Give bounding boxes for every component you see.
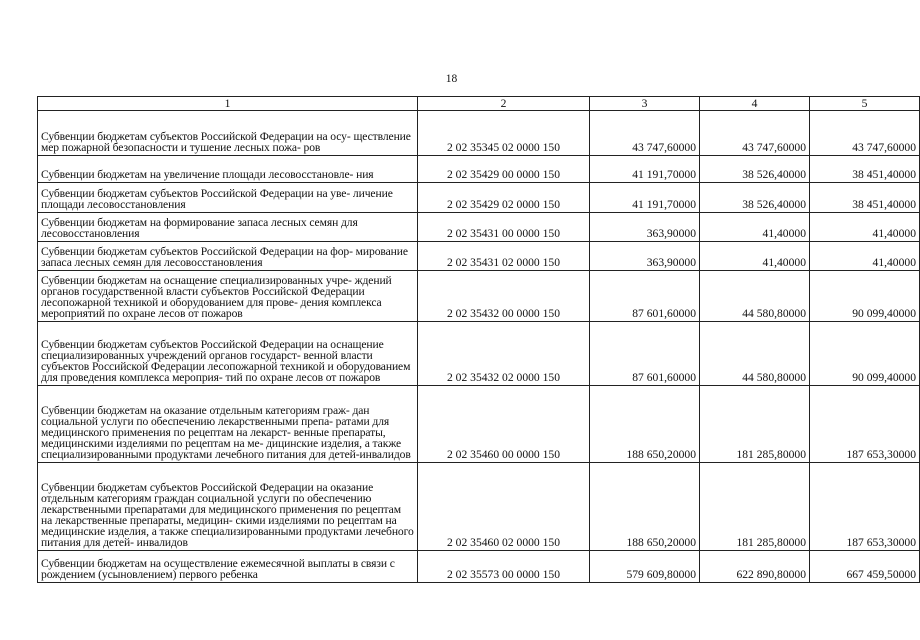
- row-name: Субвенции бюджетам на увеличение площади лесовосстановле- ния: [38, 156, 418, 183]
- column-header-3: 3: [590, 97, 700, 111]
- row-value-4: 38 526,40000: [700, 183, 810, 213]
- table-row: [38, 386, 920, 463]
- row-value-4: 38 526,40000: [700, 156, 810, 183]
- row-name: Субвенции бюджетам на оснащение специализированных учре- ждений органов государственной власти субъектов Российской Федерации лесопожарной техникой и оборудованием для прове- дения комплекса мероприятий по охране лесов от пожаров: [38, 271, 418, 322]
- table-row: [38, 551, 920, 583]
- row-value-4: 44 580,80000: [700, 271, 810, 322]
- column-header-4: 4: [700, 97, 810, 111]
- table-row: [38, 463, 920, 551]
- row-code: 2 02 35460 02 0000 150: [418, 463, 590, 551]
- row-value-3: 41 191,70000: [590, 156, 700, 183]
- table-row: [38, 111, 920, 156]
- column-header-2: 2: [418, 97, 590, 111]
- row-value-5: 187 653,30000: [810, 463, 920, 551]
- row-value-4: 622 890,80000: [700, 551, 810, 583]
- row-value-5: 667 459,50000: [810, 551, 920, 583]
- row-value-5: 43 747,60000: [810, 111, 920, 156]
- row-value-3: 363,90000: [590, 242, 700, 271]
- table-row: [38, 156, 920, 183]
- row-name: Субвенции бюджетам на формирование запаса лесных семян для лесовосстановления: [38, 213, 418, 242]
- row-value-3: 363,90000: [590, 213, 700, 242]
- row-name: Субвенции бюджетам субъектов Российской Федерации на уве- личение площади лесовосстановления: [38, 183, 418, 213]
- table-row: [38, 322, 920, 386]
- row-code: 2 02 35431 00 0000 150: [418, 213, 590, 242]
- row-name: Субвенции бюджетам субъектов Российской Федерации на оказание отдельным категориям граждан социальной услуги по обеспечению лекарственными препаратами для медицинского применения по рецептам на лекарственные препараты, медицин- скими изделиями по рецептам на медицинские изделия, а также специализированными продуктами лечебного питания для детей- инвалидов: [38, 463, 418, 551]
- row-value-3: 41 191,70000: [590, 183, 700, 213]
- row-value-3: 43 747,60000: [590, 111, 700, 156]
- row-value-3: 579 609,80000: [590, 551, 700, 583]
- header-row: [38, 97, 920, 111]
- row-value-3: 188 650,20000: [590, 463, 700, 551]
- row-code: 2 02 35432 02 0000 150: [418, 322, 590, 386]
- row-name: Субвенции бюджетам на осуществление ежемесячной выплаты в связи с рождением (усыновлением) первого ребенка: [38, 551, 418, 583]
- row-code: 2 02 35429 02 0000 150: [418, 183, 590, 213]
- budget-table: [37, 96, 920, 583]
- row-value-5: 41,40000: [810, 242, 920, 271]
- row-value-5: 187 653,30000: [810, 386, 920, 463]
- row-code: 2 02 35345 02 0000 150: [418, 111, 590, 156]
- row-code: 2 02 35432 00 0000 150: [418, 271, 590, 322]
- row-value-5: 90 099,40000: [810, 322, 920, 386]
- row-value-4: 41,40000: [700, 242, 810, 271]
- row-value-4: 181 285,80000: [700, 463, 810, 551]
- row-code: 2 02 35460 00 0000 150: [418, 386, 590, 463]
- row-value-4: 44 580,80000: [700, 322, 810, 386]
- row-value-4: 41,40000: [700, 213, 810, 242]
- table-row: [38, 213, 920, 242]
- row-value-3: 87 601,60000: [590, 322, 700, 386]
- column-header-5: 5: [810, 97, 920, 111]
- row-value-5: 38 451,40000: [810, 156, 920, 183]
- row-value-3: 188 650,20000: [590, 386, 700, 463]
- row-name: Субвенции бюджетам на оказание отдельным категориям граж- дан социальной услуги по обеспечению лекарственными препа- ратами для медицинского применения по рецептам на лекарст- венные препараты, медицинскими изделиями по рецептам на ме- дицинские изделия, а также специализированными продуктами лечебного питания для детей-инвалидов: [38, 386, 418, 463]
- table-row: [38, 271, 920, 322]
- column-header-1: 1: [38, 97, 418, 111]
- row-name: Субвенции бюджетам субъектов Российской Федерации на фор- мирование запаса лесных семян для лесовосстановления: [38, 242, 418, 271]
- row-value-3: 87 601,60000: [590, 271, 700, 322]
- row-value-5: 90 099,40000: [810, 271, 920, 322]
- row-value-5: 41,40000: [810, 213, 920, 242]
- table-row: [38, 183, 920, 213]
- row-code: 2 02 35573 00 0000 150: [418, 551, 590, 583]
- row-code: 2 02 35431 02 0000 150: [418, 242, 590, 271]
- row-code: 2 02 35429 00 0000 150: [418, 156, 590, 183]
- row-name: Субвенции бюджетам субъектов Российской Федерации на осу- ществление мер пожарной безопасности и тушение лесных пожа- ров: [38, 111, 418, 156]
- page-number: 18: [445, 73, 458, 85]
- row-value-4: 181 285,80000: [700, 386, 810, 463]
- row-name: Субвенции бюджетам субъектов Российской Федерации на оснащение специализированных учреждений органов государст- венной власти субъектов Российской Федерации лесопожарной техникой и оборудованием для проведения комплекса мероприя- тий по охране лесов от пожаров: [38, 322, 418, 386]
- row-value-5: 38 451,40000: [810, 183, 920, 213]
- table-row: [38, 242, 920, 271]
- row-value-4: 43 747,60000: [700, 111, 810, 156]
